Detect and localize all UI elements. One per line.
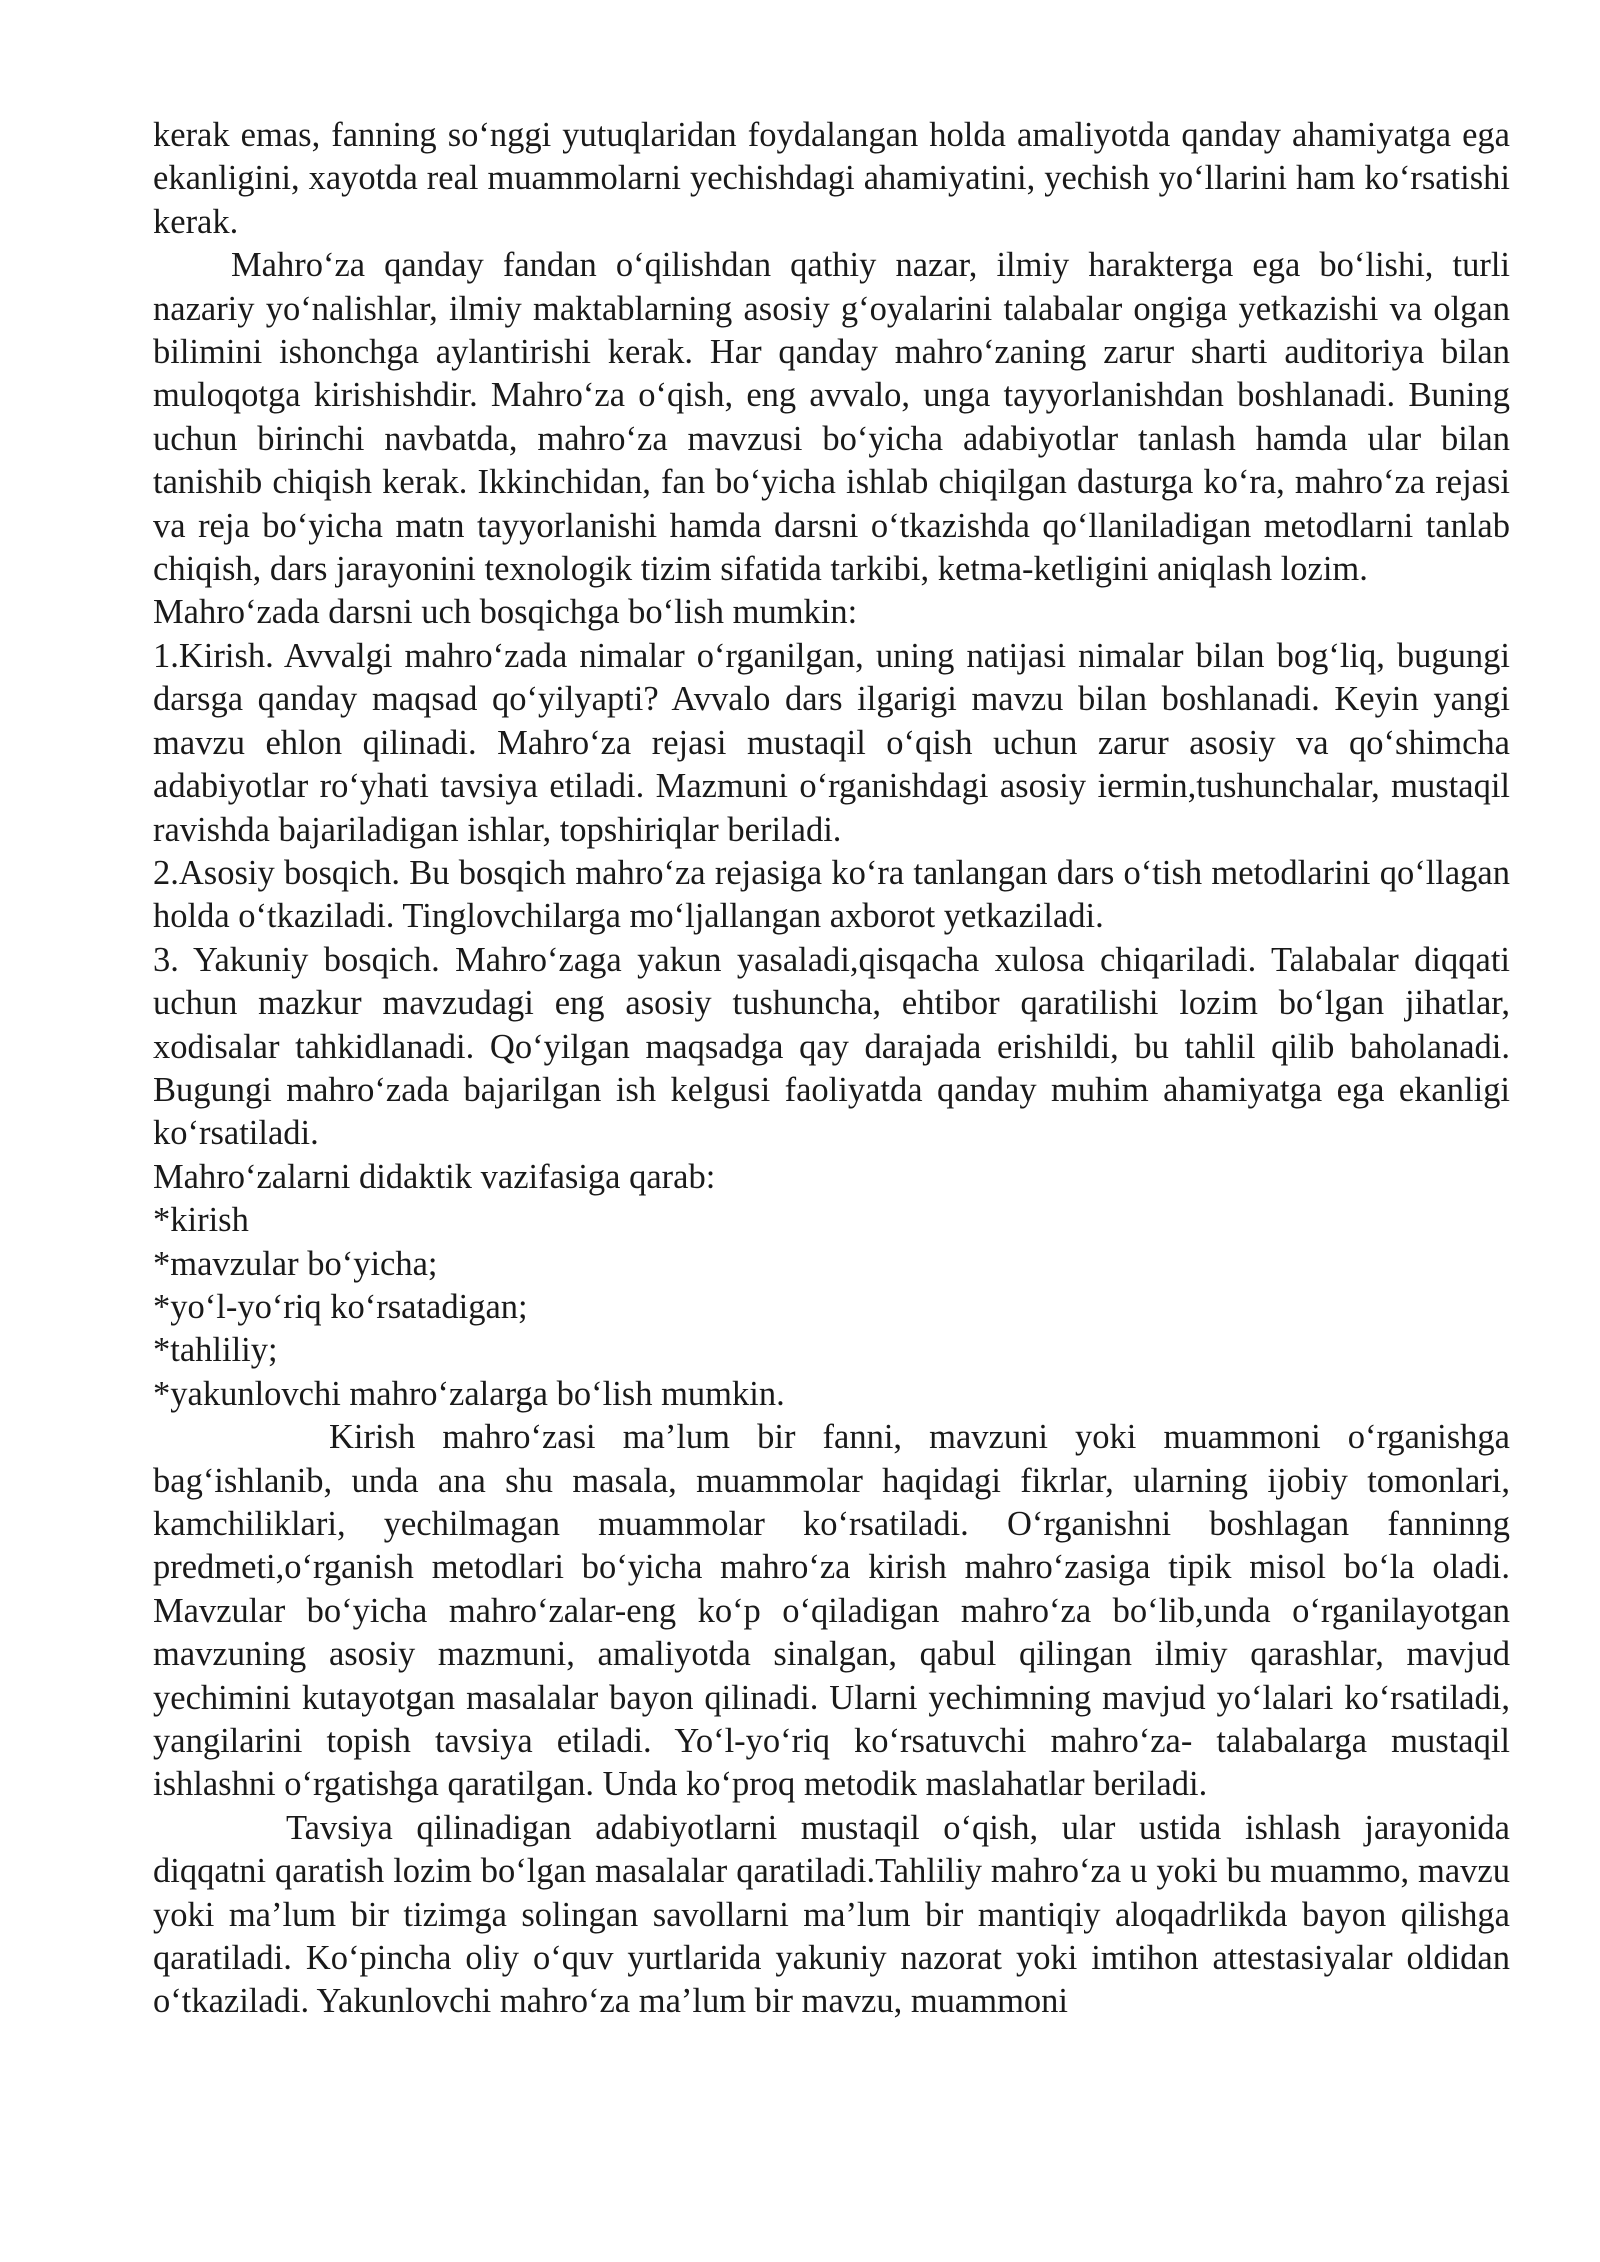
paragraph-kirish-mahrozasi: Kirish mahro‘zasi ma’lum bir fanni, mavzuni yoki muammoni o‘rganishga bag‘ishlanib, unda ana shu masala, muammolar haqidagi fikrlar, ularning ijobiy tomonlari, kamchiliklari, yechilmagan muammolar ko‘rsatiladi. O‘rganishni boshlagan fanninng predmeti,o‘rganish metodlari bo‘yicha mahro‘za kirish mahro‘zasiga tipik misol bo‘la oladi. Mavzular bo‘yicha mahro‘zalar-eng ko‘p o‘qiladigan mahro‘za bo‘lib,unda o‘rganilayotgan mavzuning asosiy mazmuni, amaliyotda sinalgan, qabul qilingan ilmiy qarashlar, mavjud yechimini kutayotgan masalalar bayon qilinadi. Ularni yechimning mavjud yo‘lalari ko‘rsatiladi, yangilarini topish tavsiya etiladi. Yo‘l-yo‘riq ko‘rsatuvchi mahro‘za- talabalarga mustaqil ishlashni o‘rgatishga qaratilgan. Unda ko‘proq metodik maslahatlar beriladi. [153,1418,1510,1804]
list-item-yol-yoriq: *yo‘l-yo‘riq ko‘rsatadigan; [153,1287,528,1326]
list-item-yakunlovchi: *yakunlovchi mahro‘zalarga bo‘lish mumkin. [153,1374,785,1413]
paragraph-stage-1: 1.Kirish. Avvalgi mahro‘zada nimalar o‘rganilgan, uning natijasi nimalar bilan bog‘liq, bugungi darsga qanday maqsad qo‘yilyapti? Avvalo dars ilgarigi mavzu bilan boshlanadi. Keyin yangi mavzu ehlon qilinadi. Mahro‘za rejasi mustaqil o‘qish uchun zarur asosiy va qo‘shimcha adabiyotlar ro‘yhati tavsiya etiladi. Mazmuni o‘rganishdagi asosiy iermin,tushunchalar, mustaqil ravishda bajariladigan ishlar, topshiriqlar beriladi. [153,636,1510,849]
paragraph-stage-2: 2.Asosiy bosqich. Bu bosqich mahro‘za rejasiga ko‘ra tanlangan dars o‘tish metodlarini qo‘llagan holda o‘tkaziladi. Tinglovchilarga mo‘ljallangan axborot yetkaziladi. [153,853,1510,936]
paragraph-tavsiya: Tavsiya qilinadigan adabiyotlarni mustaqil o‘qish, ular ustida ishlash jarayonida diqqatni qaratish lozim bo‘lgan masalalar qaratiladi.Tahliliy mahro‘za u yoki bu muammo, mavzu yoki ma’lum bir tizimga solingan savollarni ma’lum bir mantiqiy aloqadrlikda bayon qilishga qaratiladi. Ko‘pincha oliy o‘quv yurtlarida yakuniy nazorat yoki imtihon attestasiyalar oldidan o‘tkaziladi. Yakunlovchi mahro‘za ma’lum bir mavzu, muammoni [153,1808,1510,2021]
list-item-mavzular: *mavzular bo‘yicha; [153,1244,438,1283]
list-item-kirish: *kirish [153,1201,249,1240]
list-item-tahliliy: *tahliliy; [153,1331,278,1370]
paragraph-continuation: kerak emas, fanning so‘nggi yutuqlaridan foydalangan holda amaliyotda qanday ahamiyatga ega ekanligini, xayotda real muammolarni yechishdagi ahamiyatini, yechish yo‘llarini ham ko‘rsatishi kerak. [153,116,1510,241]
paragraph-stages-intro: Mahro‘zada darsni uch bosqichga bo‘lish mumkin: [153,593,858,632]
paragraph-stage-3: 3. Yakuniy bosqich. Mahro‘zaga yakun yasaladi,qisqacha xulosa chiqariladi. Talabalar diqqati uchun mazkur mavzudagi eng asosiy tushuncha, ehtibor qaratilishi lozim bo‘lgan jihatlar, xodisalar tahkidlanadi. Qo‘yilgan maqsadga qay darajada erishildi, bu tahlil qilib baholanadi. Bugungi mahro‘zada bajarilgan ish kelgusi faoliyatda qanday muhim ahamiyatga ega ekanligi ko‘rsatiladi. [153,940,1510,1153]
paragraph-didactic-intro: Mahro‘zalarni didaktik vazifasiga qarab: [153,1157,716,1196]
document-page [153,114,1510,2024]
paragraph-mahroza-requirements: Mahro‘za qanday fandan o‘qilishdan qathiy nazar, ilmiy harakterga ega bo‘lishi, turli nazariy yo‘nalishlar, ilmiy maktablarning asosiy g‘oyalarini talabalar ongiga yetkazishi va olgan bilimini ishonchga aylantirishi kerak. Har qanday mahro‘zaning zarur sharti auditoriya bilan muloqotga kirishishdir. Mahro‘za o‘qish, eng avvalo, unga tayyorlanishdan boshlanadi. Buning uchun birinchi navbatda, mahro‘za mavzusi bo‘yicha adabiyotlar tanlash hamda ular bilan tanishib chiqish kerak. Ikkinchidan, fan bo‘yicha ishlab chiqilgan dasturga ko‘ra, mahro‘za rejasi va reja bo‘yicha matn tayyorlanishi hamda darsni o‘tkazishda qo‘llaniladigan metodlarni tanlab chiqish, dars jarayonini texnologik tizim sifatida tarkibi, ketma-ketligini aniqlash lozim. [153,246,1510,589]
